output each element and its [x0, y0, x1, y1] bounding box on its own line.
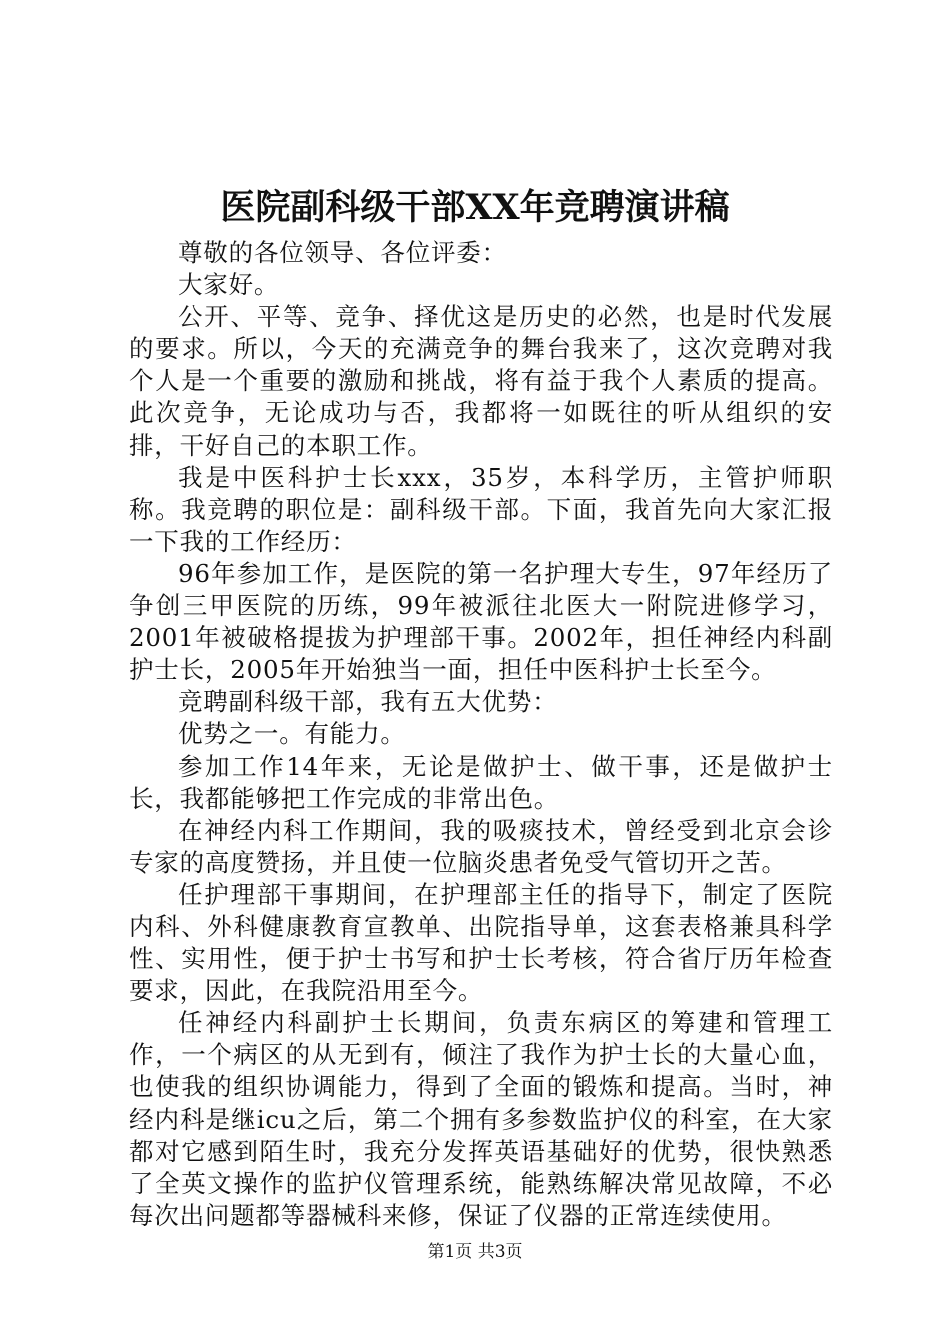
page-number-footer: 第1页 共3页	[427, 1242, 523, 1262]
paragraph: 公开、平等、竞争、择优这是历史的必然，也是时代发展的要求。所以，今天的充满竞争的舞台我来了，这次竞聘对我个人是一个重要的激励和挑战，将有益于我个人素质的提高。此次竞争，无论成功与否，我都将一如既往的听从组织的安排，干好自己的本职工作。	[129, 302, 833, 460]
paragraph: 在神经内科工作期间，我的吸痰技术，曾经受到北京会诊专家的高度赞扬，并且使一位脑炎患者免受气管切开之苦。	[129, 815, 833, 877]
paragraph: 竞聘副科级干部，我有五大优势：	[178, 687, 558, 717]
paragraph: 任神经内科副护士长期间，负责东病区的筹建和管理工作，一个病区的从无到有，倾注了我作为护士长的大量心血，也使我的组织协调能力，得到了全面的锻炼和提高。当时，神经内科是继icu之后，第二个拥有多参数监护仪的科室，在大家都对它感到陌生时，我充分发挥英语基础好的优势，很快熟悉了全英文操作的监护仪管理系统，能熟练解决常见故障，不必每次出问题都等器械科来修，保证了仪器的正常连续使用。	[129, 1008, 833, 1230]
paragraph-greeting: 大家好。	[178, 270, 280, 300]
paragraph-salutation: 尊敬的各位领导、各位评委：	[178, 238, 507, 267]
paragraph: 优势之一。有能力。	[178, 719, 406, 749]
paragraph: 96年参加工作，是医院的第一名护理大专生，97年经历了争创三甲医院的历练，99年被派往北医大一附院进修学习，2001年被破格提拔为护理部干事。2002年，担任神经内科副护士长，2005年开始独当一面，担任中医科护士长至今。	[129, 558, 833, 685]
paragraph: 参加工作14年来，无论是做护士、做干事，还是做护士长，我都能够把工作完成的非常出色。	[129, 751, 833, 813]
document-body	[129, 237, 833, 1232]
paragraph: 我是中医科护士长xxx，35岁，本科学历，主管护师职称。我竞聘的职位是：副科级干部。下面，我首先向大家汇报一下我的工作经历：	[129, 462, 833, 556]
document-title: 医院副科级干部XX年竞聘演讲稿	[220, 187, 730, 228]
paragraph: 任护理部干事期间，在护理部主任的指导下，制定了医院内科、外科健康教育宣教单、出院指导单，这套表格兼具科学性、实用性，便于护士书写和护士长考核，符合省厅历年检查要求，因此，在我院沿用至今。	[129, 879, 833, 1006]
